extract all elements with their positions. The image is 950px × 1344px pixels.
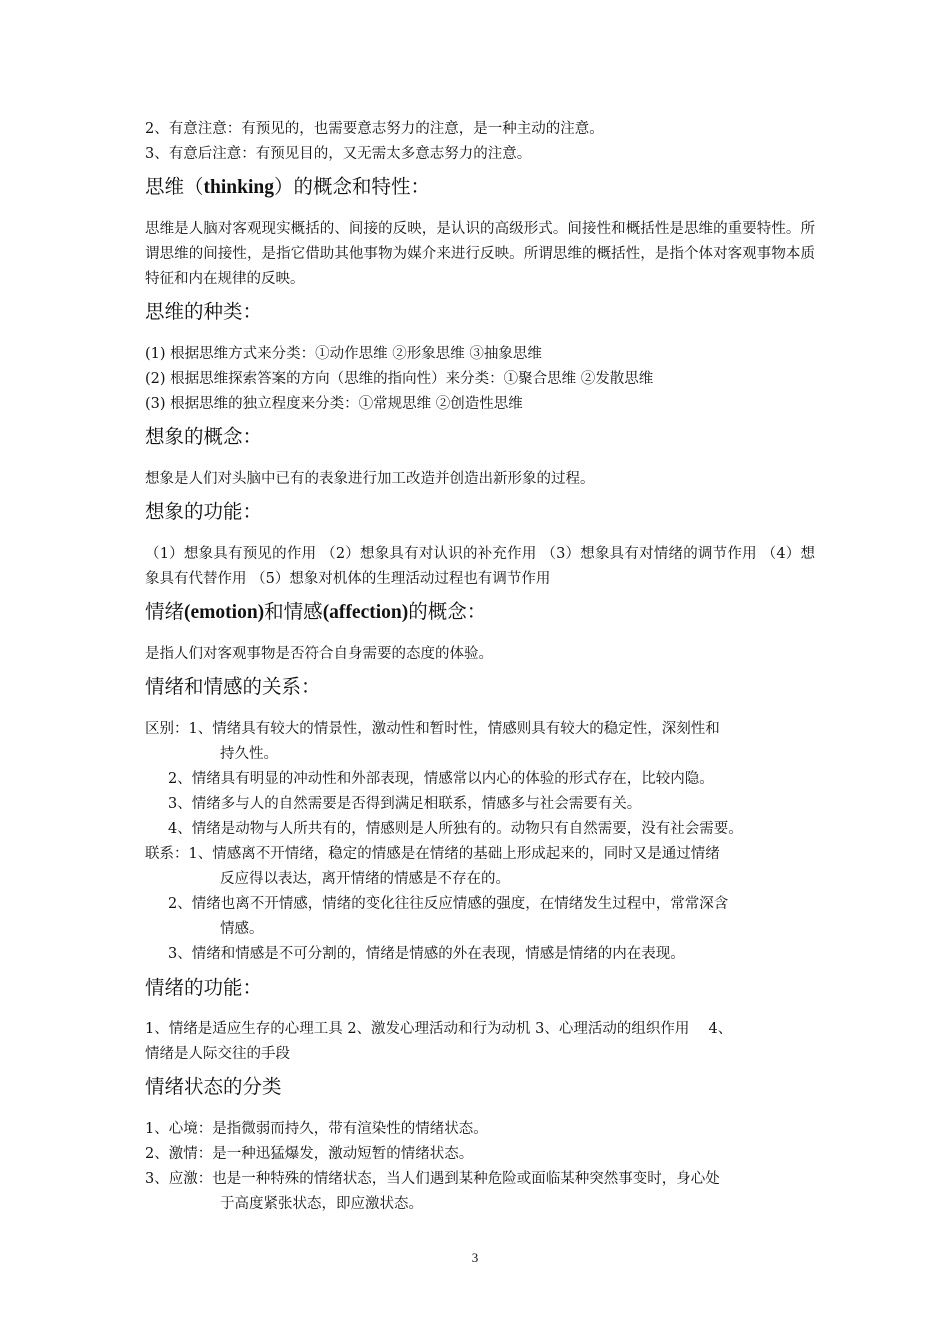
section-heading-imagination-concept: 想象的概念： [145, 425, 263, 448]
text-line: 2、情绪具有明显的冲动性和外部表现，情感常以内心的体验的形式存在，比较内隐。 [168, 771, 714, 787]
text-line: 3、情绪和情感是不可分割的，情绪是情感的外在表现，情感是情绪的内在表现。 [168, 946, 685, 962]
section-heading-emotion-function: 情绪的功能： [145, 976, 263, 999]
heading-bold-term: (emotion) [184, 602, 265, 623]
heading-text: 思维（ [145, 175, 204, 198]
text-line: 情感。 [220, 921, 264, 937]
list-item: (3) 根据思维的独立程度来分类：①常规思维 ②创造性思维 [145, 396, 523, 412]
text-line: 持久性。 [220, 746, 278, 762]
text-line: 2、情绪也离不开情感，情绪的变化往往反应情感的强度，在情绪发生过程中，常常深含 [168, 896, 729, 912]
text-line: 3、情绪多与人的自然需要是否得到满足相联系，情感多与社会需要有关。 [168, 796, 642, 812]
section-heading-imagination-function: 想象的功能： [145, 500, 263, 523]
list-item: (1) 根据思维方式来分类：①动作思维 ②形象思维 ③抽象思维 [145, 346, 542, 362]
list-item: 2、激情：是一种迅猛爆发，激动短暂的情绪状态。 [145, 1146, 474, 1162]
section-heading-thinking-types: 思维的种类： [145, 300, 263, 323]
paragraph-thinking-concept: 思维是人脑对客观现实概括的、间接的反映，是认识的高级形式。间接性和概括性是思维的重要特性。所谓思维的间接性，是指它借助其他事物为媒介来进行反映。所谓思维的概括性，是指个体对客观事物本质特征和内在规律的反映。 [145, 221, 815, 287]
paragraph-imagination-concept: 想象是人们对头脑中已有的表象进行加工改造并创造出新形象的过程。 [145, 471, 595, 487]
paragraph-emotion-concept: 是指人们对客观事物是否符合自身需要的态度的体验。 [145, 646, 493, 662]
section-heading-emotion-concept [145, 598, 486, 627]
text-line: 情绪是人际交往的手段 [145, 1046, 290, 1062]
heading-bold-term: thinking [203, 177, 274, 198]
text-line: 3、有意后注意：有预见目的，又无需太多意志努力的注意。 [145, 146, 532, 162]
heading-text: 和情感 [264, 600, 323, 623]
text-line: 1、情绪是适应生存的心理工具 2、激发心理活动和行为动机 3、心理活动的组织作用 4、 [145, 1021, 733, 1037]
list-item: (2) 根据思维探索答案的方向（思维的指向性）来分类：①聚合思维 ②发散思维 [145, 371, 654, 387]
list-item: 3、应激：也是一种特殊的情绪状态，当人们遇到某种危险或面临某种突然事变时，身心处 [145, 1171, 720, 1187]
text-line: 区别：1、情绪具有较大的情景性，激动性和暂时性，情感则具有较大的稳定性，深刻性和 [145, 721, 720, 737]
heading-text: 情绪 [145, 600, 185, 623]
text-line: 于高度紧张状态，即应激状态。 [220, 1196, 423, 1212]
page-number: 3 [471, 1250, 479, 1265]
text-line: 反应得以表达，离开情绪的情感是不存在的。 [220, 871, 510, 887]
text-line: 联系：1、情感离不开情绪，稳定的情感是在情绪的基础上形成起来的，同时又是通过情绪 [145, 846, 720, 862]
section-heading-emotion-relation: 情绪和情感的关系： [145, 675, 321, 698]
heading-text: 的概念： [408, 600, 487, 623]
list-item: 1、心境：是指微弱而持久，带有渲染性的情绪状态。 [145, 1121, 488, 1137]
paragraph-imagination-function: （1）想象具有预见的作用 （2）想象具有对认识的补充作用 （3）想象具有对情绪的调节作用 （4）想象具有代替作用 （5）想象对机体的生理活动过程也有调节作用 [145, 546, 815, 587]
text-line: 4、情绪是动物与人所共有的，情感则是人所独有的。动物只有自然需要，没有社会需要。 [168, 821, 743, 837]
heading-bold-term: (affection) [322, 602, 409, 623]
text-line: 2、有意注意：有预见的，也需要意志努力的注意，是一种主动的注意。 [145, 121, 604, 137]
section-heading-emotion-states: 情绪状态的分类 [145, 1075, 282, 1098]
heading-text: ）的概念和特性： [273, 175, 430, 198]
section-heading-thinking-concept [145, 173, 430, 202]
